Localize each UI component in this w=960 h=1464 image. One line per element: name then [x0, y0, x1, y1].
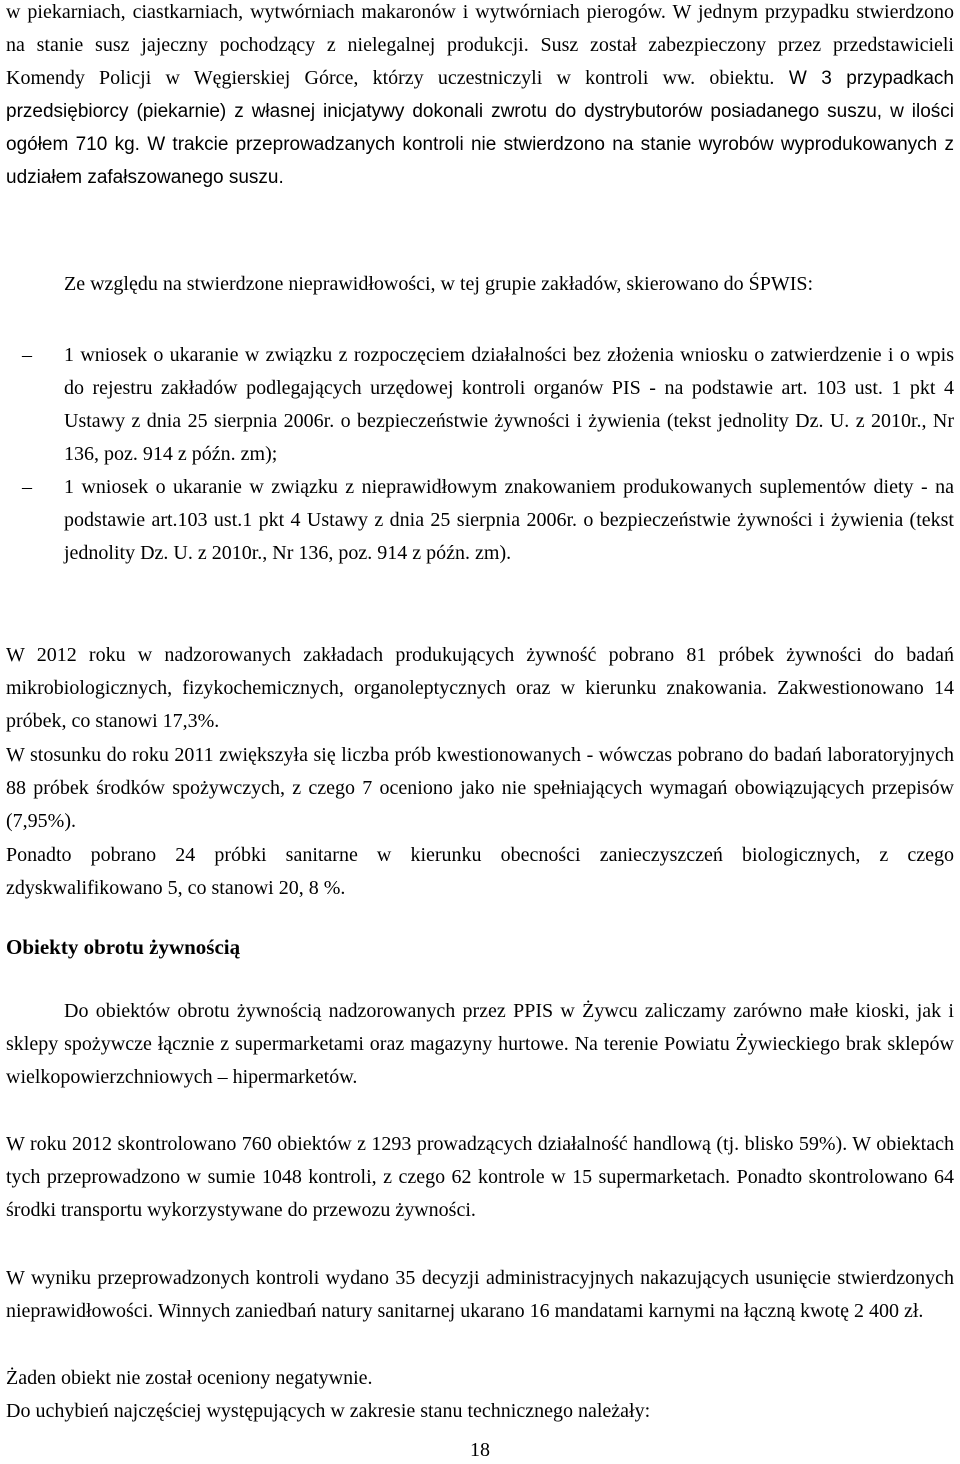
section-paragraph-2: W roku 2012 skontrolowano 760 obiektów z 1293 prowadzących działalność handlową (tj. blisko 59%). W obiektach tych przeprowadzono w sumie 1048 kontroli, z czego 62 kontrole w 15 supermarketach. Ponadto skontrolowano 64 środki transportu wykorzystywane do przewozu żywności. — [6, 1133, 954, 1221]
irregularities-list — [6, 339, 954, 570]
list-item-text: 1 wniosek o ukaranie w związku z rozpoczęciem działalności bez złożenia wniosku o zatwierdzenie i o wpis do rejestru zakładów podlegających urzędowej kontroli organów PIS - na podstawie art. 103 ust. 1 pkt 4 Ustawy z dnia 25 sierpnia 2006r. o bezpieczeństwie żywności i żywienia (tekst jednolity Dz. U. z 2010r., Nr 136, poz. 914 z późn. zm); — [64, 344, 954, 465]
samples-paragraph-3: Ponadto pobrano 24 próbki sanitarne w kierunku obecności zanieczyszczeń biologicznych, z czego zdyskwalifikowano 5, co stanowi 20, 8 %. — [6, 844, 954, 899]
intro-sans-text: W 3 przypadkach przedsiębiorcy (piekarnie) z własnej inicjatywy dokonali zwrotu do dystrybutorów posiadanego suszu, w ilości ogółem 710 kg. W trakcie przeprowadzanych kontroli nie stwierdzono na stanie wyrobów wyprodukowanych z udziałem zafałszowanego suszu. — [6, 68, 954, 188]
samples-paragraph-1: W 2012 roku w nadzorowanych zakładach produkujących żywność pobrano 81 próbek żywności do badań mikrobiologicznych, fizykochemicznych, organoleptycznych oraz w kierunku znakowania. Zakwestionowano 14 próbek, co stanowi 17,3%. — [6, 644, 954, 732]
irregularities-intro: Ze względu na stwierdzone nieprawidłowości, w tej grupie zakładów, skierowano do ŚPWIS: — [64, 273, 814, 295]
section-paragraph-4: Żaden obiekt nie został oceniony negatywnie. — [6, 1367, 373, 1389]
list-item-text: 1 wniosek o ukaranie w związku z nieprawidłowym znakowaniem produkowanych suplementów diety - na podstawie art.103 ust.1 pkt 4 Ustawy z dnia 25 sierpnia 2006r. o bezpieczeństwie żywności i żywienia (tekst jednolity Dz. U. z 2010r., Nr 136, poz. 914 z późn. zm). — [64, 476, 954, 564]
samples-paragraph-2: W stosunku do roku 2011 zwiększyła się liczba prób kwestionowanych - wówczas pobrano do badań laboratoryjnych 88 próbek środków spożywczych, z czego 7 oceniono jako nie spełniających wymagań obowiązujących przepisów (7,95%). — [6, 744, 954, 832]
section-paragraph-5: Do uchybień najczęściej występujących w zakresie stanu technicznego należały: — [6, 1400, 651, 1422]
page-number: 18 — [470, 1439, 490, 1461]
list-item — [6, 339, 954, 471]
intro-serif-text: w piekarniach, ciastkarniach, wytwórniach makaronów i wytwórniach pierogów. W jednym przypadku stwierdzono na stanie susz jajeczny pochodzący z nielegalnej produkcji. Susz został zabezpieczony przez przedstawicieli Komendy Policji w Węgierskiej Górce, którzy uczestniczyli w kontroli ww. obiektu. — [6, 1, 954, 89]
section-heading: Obiekty obrotu żywnością — [6, 935, 241, 959]
section-paragraph-3: W wyniku przeprowadzonych kontroli wydano 35 decyzji administracyjnych nakazujących usunięcie stwierdzonych nieprawidłowości. Winnych zaniedbań natury sanitarnej ukarano 16 mandatami karnymi na łączną kwotę 2 400 zł. — [6, 1267, 954, 1322]
section-paragraph-1: Do obiektów obrotu żywnością nadzorowanych przez PPIS w Żywcu zaliczamy zarówno małe kioski, jak i sklepy spożywcze łącznie z supermarketami oraz magazyny hurtowe. Na terenie Powiatu Żywieckiego brak sklepów wielkopowierzchniowych – hipermarketów. — [6, 1000, 954, 1088]
list-item — [6, 471, 954, 570]
dash-bullet: – — [22, 476, 32, 498]
dash-bullet: – — [22, 344, 32, 366]
intro-paragraph — [6, 0, 954, 194]
